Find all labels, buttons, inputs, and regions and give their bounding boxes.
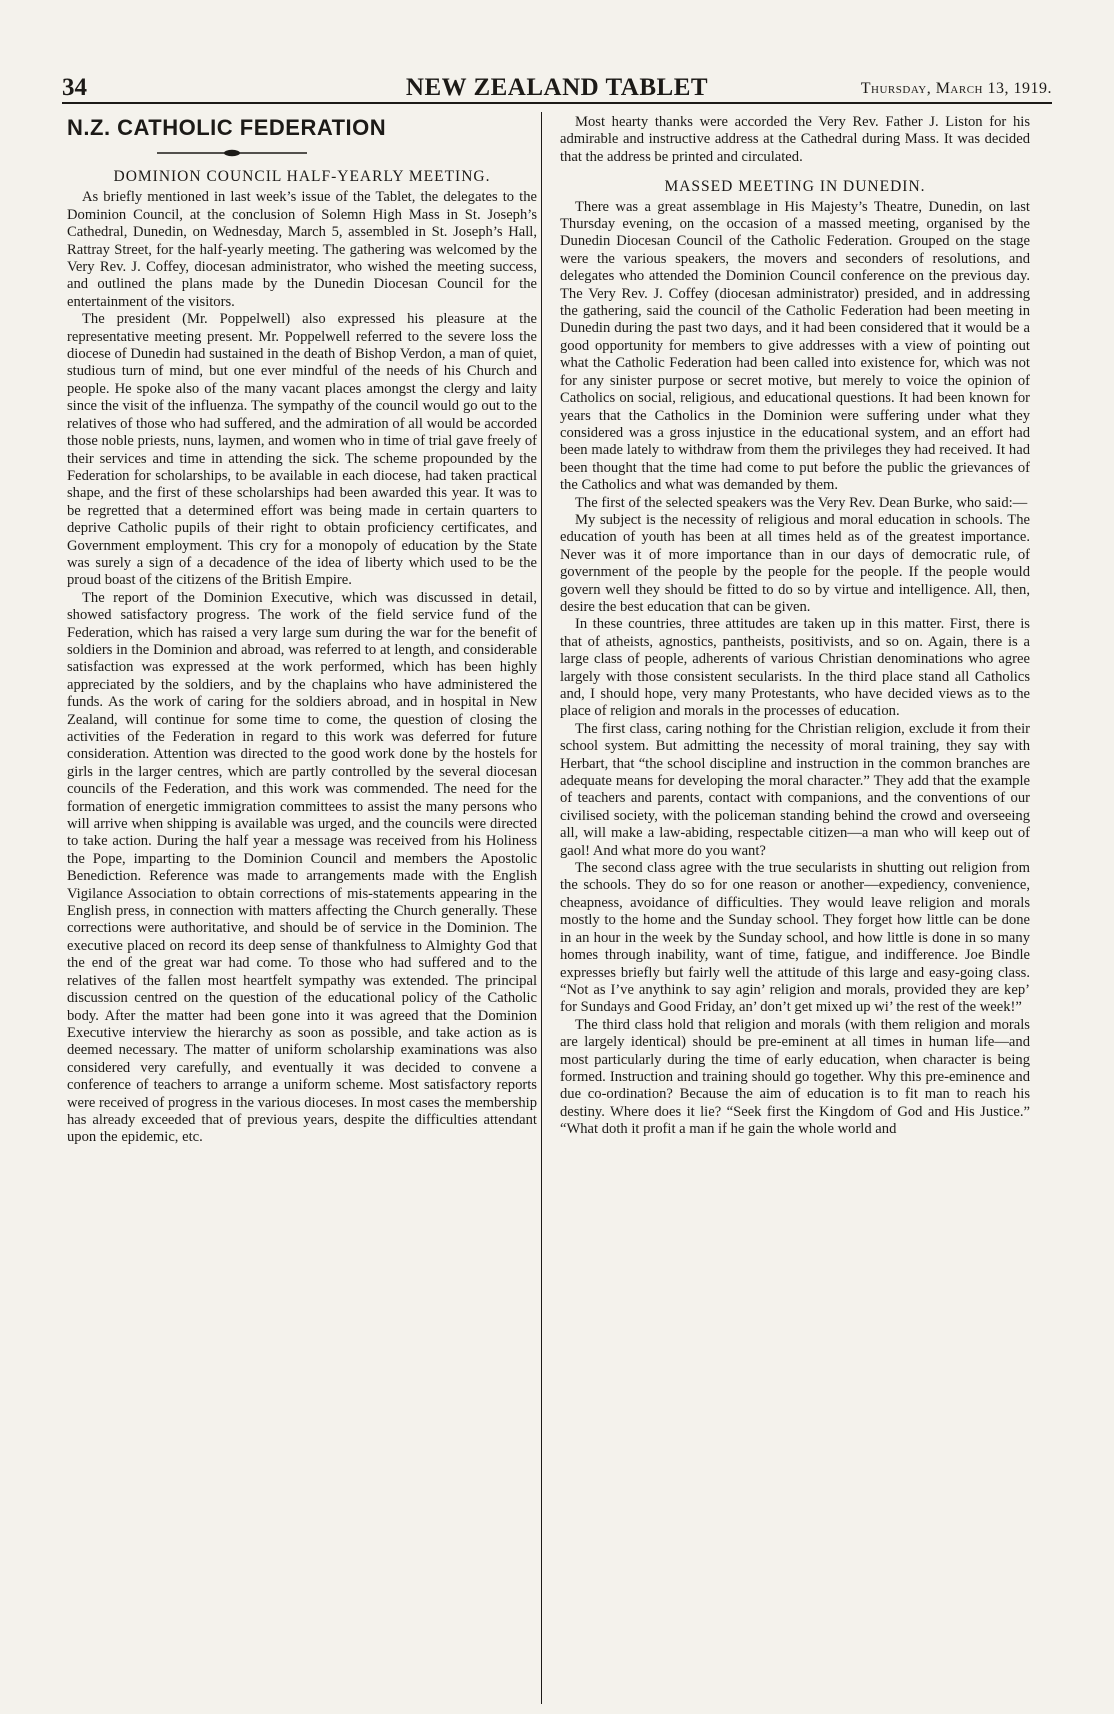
article-paragraph: The first class, caring nothing for the Christian religion, exclude it from their school system. But admitting the necessity of moral training, they say with Herbart, that “the school discipline and instruction in the common branches are adequate means for developing the moral character.” They add that the example of teachers and parents, contact with companions, and the conventions of our civilised society, with the policeman standing behind the crowd and overseeing all, will make a law-abiding, respectable citizen—a man who will keep out of gaol! And what more do you want?: [560, 720, 1030, 859]
article-paragraph: The first of the selected speakers was the Very Rev. Dean Burke, who said:—: [575, 494, 1028, 511]
article-subheading: MASSED MEETING IN DUNEDIN.: [664, 178, 926, 196]
column-divider: [541, 112, 542, 1704]
page-number: 34: [62, 74, 87, 101]
article-paragraph: In these countries, three attitudes are taken up in this matter. First, there is that of atheists, agnostics, pantheists, positivists, and so on. Again, there is a large class of people, adherents of various Christian denominations who agree largely with those consistent secularists. In the third place stand all Catholics and, I should hope, very many Protestants, who have decided views as to the place of religion and morals in the processes of education.: [560, 616, 1030, 720]
article-paragraph: The report of the Dominion Executive, which was discussed in detail, showed satisfactory progress. The work of the field service fund of the Federation, which has raised a very large sum during the war for the benefit of soldiers in the Dominion and abroad, was referred to at length, and considerable satisfaction was expressed at the work performed, which has been highly appreciated by the soldiers, and by the chaplains who have administered the funds. As the work of caring for the soldiers abroad, and in hospital in New Zealand, will continue for some time to come, the question of closing the activities of the Federation in regard to this work was deferred for future consideration. Attention was directed to the good work done by the hostels for girls in the larger centres, which are partly controlled by the several diocesan councils of the Federation, and this work was commended. The need for the formation of energetic immigration committees to assist the many persons who will arrive when shipping is available was urged, and the councils were directed to take action. During the half year a message was received from his Holiness the Pope, imparting to the Dominion Council and members the Apostolic Benediction. Reference was made to arrangements made with the English Vigilance Association to obtain corrections of mis-statements appearing in the English press, in connection with matters affecting the Church generally. These corrections were authoritative, and should be of service in the Dominion. The executive placed on record its deep sense of thankfulness to Almighty God that the end of the great war had come. To those who had suffered and to the relatives of the fallen most heartfelt sympathy was extended. The principal discussion centred on the question of the educational policy of the Catholic body. After the matter had been gone into it was agreed that the Dominion Executive interview the hierarchy as soon as possible, and take action as is deemed necessary. The matter of uniform scholarship examinations was also considered very carefully, and eventually it was decided to convene a conference of teachers to arrange a uniform scheme. Most satisfactory reports were received of progress in the various dioceses. In most cases the membership has already exceeded that of previous years, despite the difficulties attendant upon the epidemic, etc.: [67, 589, 537, 1146]
article-paragraph: Most hearty thanks were accorded the Very Rev. Father J. Liston for his admirable and instructive address at the Cathedral during Mass. It was decided that the address be printed and circulated.: [560, 114, 1030, 165]
newspaper-title: NEW ZEALAND TABLET: [405, 74, 709, 101]
article-paragraph: The second class agree with the true secularists in shutting out religion from the schools. They do so for one reason or another—expediency, convenience, cheapness, avoidance of difficulties. They would leave religion and morals mostly to the home and the Sunday school. They forget how little can be done in an hour in the week by the Sunday school, and how little is done in so many homes through inability, want of time, fatigue, and indifference. Joe Bindle expresses briefly but fairly well the attitude of this large and easy-going class. “Not as I’ve anythink to say agin’ religion and morals, provided they are kep’ for Sundays and Good Friday, an’ don’t get mixed up wi’ the rest of the week!”: [560, 860, 1030, 1016]
issue-date: Thursday, March 13, 1919.: [860, 80, 1052, 97]
article-paragraph: There was a great assemblage in His Majesty’s Theatre, Dunedin, on last Thursday evening, on the occasion of a massed meeting, organised by the Dunedin Diocesan Council of the Catholic Federation. Grouped on the stage were the various speakers, the movers and seconders of resolutions, and delegates who attended the Dominion Council conference on the previous day. The Very Rev. J. Coffey (diocesan administrator) presided, and in addressing the gathering, said the council of the Catholic Federation had been meeting in Dunedin during the past two days, and it had been considered that it would be a good opportunity for members to give addresses with a view of pointing out what the Catholic Federation had been called into existence for, which was not for any sinister purpose or secret motive, but merely to voice the opinion of Catholics on social, religious, and educational questions. It had been known for years that the Catholics in the Dominion were suffering under what they considered was a gross injustice in the educational system, and an effort had been made lately to withdraw from them the privileges they had received. It had been thought that the time had come to put before the public the grievances of the Catholics and what was demanded by them.: [560, 198, 1030, 494]
masthead: [62, 72, 1052, 104]
article-paragraph: The president (Mr. Poppelwell) also expressed his pleasure at the representative meeting present. Mr. Poppelwell referred to the severe loss the diocese of Dunedin had sustained in the death of Bishop Verdon, a man of quiet, studious turn of mind, but one ever mindful of the needs of his Church and people. He spoke also of the many vacant places amongst the clergy and laity since the visit of the influenza. The sympathy of the council would go out to the relatives of those who had suffered, and the admiration of all would be accorded those noble priests, nuns, laymen, and women who in time of trial gave freely of their services and time in attending the sick. The scheme propounded by the Federation for scholarships, to be available in each diocese, had taken practical shape, and the first of these scholarships had been awarded this year. It was to be regretted that a determined effort was being made in certain quarters to deprive Catholic pupils of their right to obtain proficiency certificates, and Government employment. This cry for a monopoly of education by the State was surely a sign of a decadence of the idea of liberty which used to be the proud boast of the citizens of the British Empire.: [67, 311, 537, 589]
ornament-divider-icon: [157, 148, 307, 158]
article-paragraph: The third class hold that religion and morals (with them religion and morals are largely identical) should be pre-eminent at all times in human life—and most particularly during the time of early education, when character is being formed. Instruction and training should go together. Why this pre-eminence and due co-ordination? Because the aim of education is to fit man to reach his destiny. Where does it lie? “Seek first the Kingdom of God and His Justice.” “What doth it profit a man if he gain the whole world and: [560, 1016, 1030, 1138]
section-title: N.Z. CATHOLIC FEDERATION: [67, 115, 387, 140]
article-paragraph: My subject is the necessity of religious and moral education in schools. The education of youth has been at all times held as of the greatest importance. Never was it of more importance than in our days of democratic rule, of government of the people by the people for the people. If the people would govern well they should be fitted to do so by virtue and intelligence. All, then, desire the best education that can be given.: [560, 511, 1030, 615]
article-paragraph: As briefly mentioned in last week’s issue of the Tablet, the delegates to the Dominion Council, at the conclusion of Solemn High Mass in St. Joseph’s Cathedral, Dunedin, on Wednesday, March 5, assembled in St. Joseph’s Hall, Rattray Street, for the half-yearly meeting. The gathering was welcomed by the Very Rev. J. Coffey, diocesan administrator, who wished the meeting success, and outlined the plans made by the Dunedin Diocesan Council for the entertainment of the visitors.: [67, 189, 537, 310]
article-subheading: DOMINION COUNCIL HALF-YEARLY MEETING.: [113, 168, 491, 185]
right-column: [560, 114, 1030, 1706]
left-column: [67, 114, 537, 1706]
